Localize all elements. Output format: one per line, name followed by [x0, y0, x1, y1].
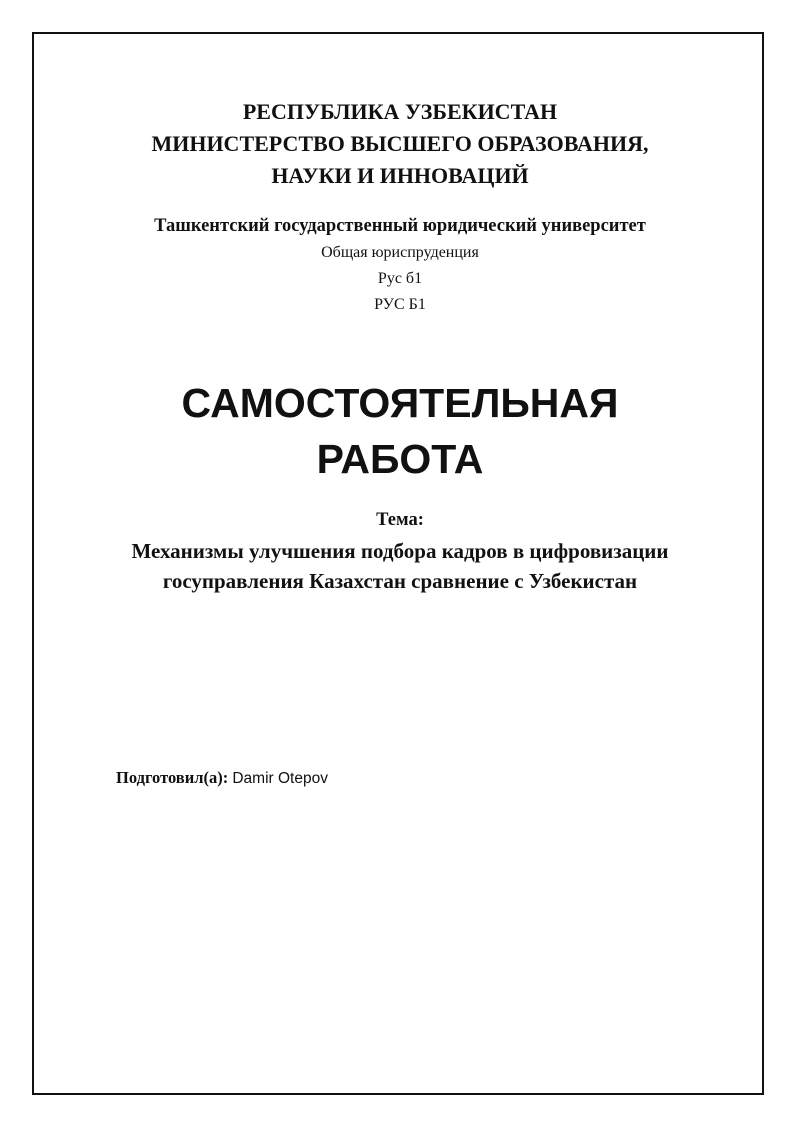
group-line-2: РУС Б1: [374, 296, 426, 313]
department-name: Общая юриспруденция: [321, 244, 479, 261]
author-line: [116, 766, 328, 791]
header-line-ministry: МИНИСТЕРСТВО ВЫСШЕГО ОБРАЗОВАНИЯ,: [151, 131, 649, 156]
theme-line-1: Механизмы улучшения подбора кадров в цифровизации: [131, 539, 669, 563]
university-name: Ташкентский государственный юридический университет: [154, 216, 646, 236]
author-label: Подготовил(а):: [116, 768, 229, 787]
title-line-2: РАБОТА: [316, 436, 484, 482]
author-name: Damir Otepov: [232, 770, 328, 787]
university-block: [34, 212, 766, 318]
ministry-header: [34, 96, 766, 192]
theme-label: Тема:: [376, 510, 424, 530]
header-line-country: РЕСПУБЛИКА УЗБЕКИСТАН: [242, 99, 558, 124]
theme-text: [34, 536, 766, 596]
document-title: [34, 375, 766, 487]
title-line-1: САМОСТОЯТЕЛЬНАЯ: [181, 380, 619, 426]
header-line-ministry-cont: НАУКИ И ИННОВАЦИЙ: [271, 163, 529, 188]
group-line-1: Рус б1: [377, 270, 423, 287]
theme-line-2: госуправления Казахстан сравнение с Узбекистан: [162, 569, 638, 593]
